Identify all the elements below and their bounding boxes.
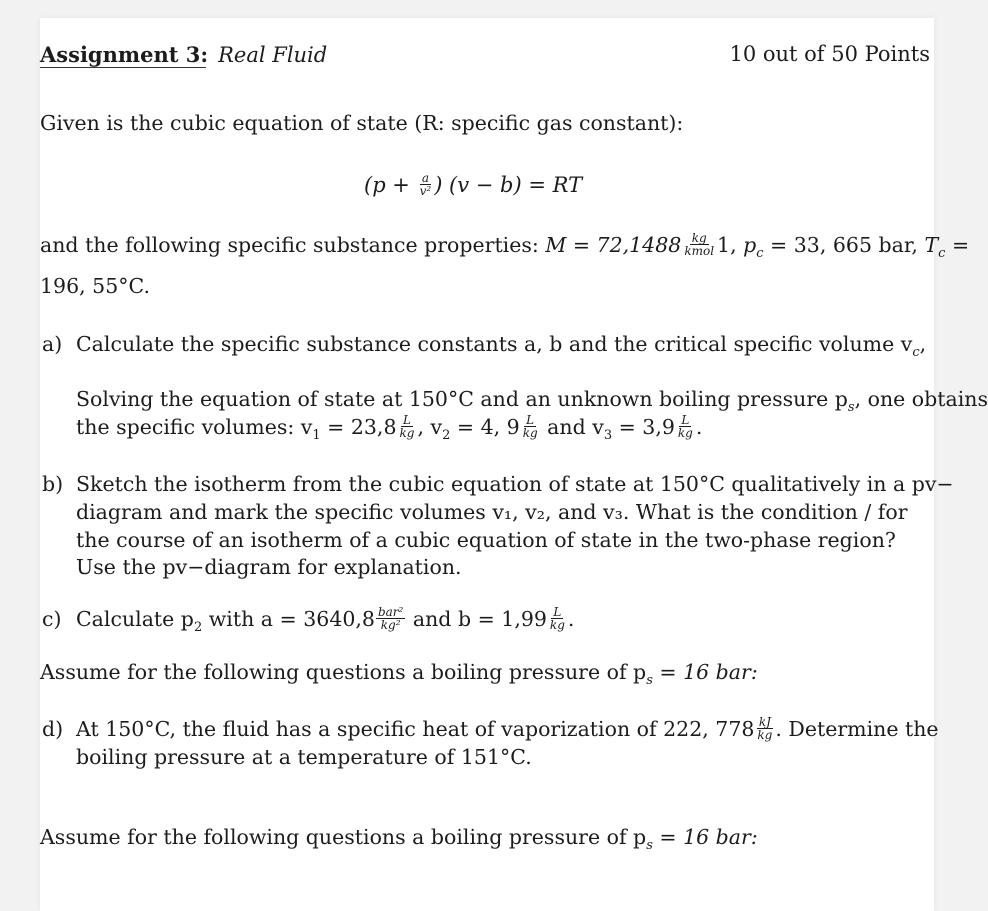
equation-of-state: (p + $\frac{a}{\text{v²}}$ ) (v − b) = RT [364,171,583,198]
assumption-1: Assume for the following questions a boiling pressure of $p_s = 16$ bar: [40,660,758,689]
points-label: 10 out of 50 Points [729,42,930,66]
unit-a: $\frac{\text{bar²}}{\text{kg²}}$ [377,605,404,632]
assignment-sheet [40,18,988,911]
part-b-line-1: b) Sketch the isotherm from the cubic equation of state at 150°C qualitatively in a pv− [42,472,954,496]
equation-fraction: $\frac{a}{\text{v²}}$ [419,171,432,198]
unit-l-per-kg-3: $\frac{L}{kg}$ [677,413,693,440]
unit-l-per-kg-2: $\frac{L}{kg}$ [522,413,538,440]
unit-l-per-kg-1: $\frac{L}{kg}$ [399,413,415,440]
assignment-title [40,42,327,67]
part-a-para-line-2: the specific volumes: $v_1 = 23,8$ $\frac{L}{kg}$ , $v_2 = 4$, 9 $\frac{L}{kg}$ and $v_3 = 3,9$ $\frac{L}{kg}$ . [76,413,703,444]
molar-mass-unit: $\frac{kg}{\text{kmol}}$ [684,231,715,258]
part-b-line-4: Use the pv−diagram for explanation. [76,555,462,579]
assignment-topic: Real Fluid [218,43,328,67]
part-a-para-line-1: Solving the equation of state at 150°C and an unknown boiling pressure $p_s$, one obtains [76,387,988,416]
title-underline [40,67,206,68]
part-a-question: a) Calculate the specific substance constants a, b and the critical specific volume $v_c$, [42,332,927,361]
part-d-line-1: d) At 150°C, the fluid has a specific heat of vaporization of 222, 778 $\frac{kJ}{kg}$ . Determine the [42,715,939,742]
properties-line-2: 196, 55°C. [40,274,150,298]
part-d-line-2: boiling pressure at a temperature of 151°C. [76,745,532,769]
part-b-line-2: diagram and mark the specific volumes v₁, v₂, and v₃. What is the condition / for [76,500,908,524]
assignment-number: Assignment 3: [40,42,209,67]
properties-line-1: and the following specific substance properties: M = 72,1488 $\frac{kg}{\text{kmol}}$ 1, $p_c = 33$, 665 bar, $T_c$ = [40,231,970,262]
intro-text: Given is the cubic equation of state (R: specific gas constant): [40,111,684,135]
unit-b: $\frac{L}{kg}$ [549,605,565,632]
assumption-2: Assume for the following questions a boiling pressure of $p_s = 16$ bar: [40,825,758,854]
part-b-line-3: the course of an isotherm of a cubic equation of state in the two-phase region? [76,528,896,552]
unit-kj-per-kg: $\frac{kJ}{kg}$ [757,715,773,742]
part-c-question: c) Calculate $p_2$ with a = 3640,8 $\frac{\text{bar²}}{\text{kg²}}$ and b = 1,99 $\frac{L}{kg}$ . [42,605,575,636]
